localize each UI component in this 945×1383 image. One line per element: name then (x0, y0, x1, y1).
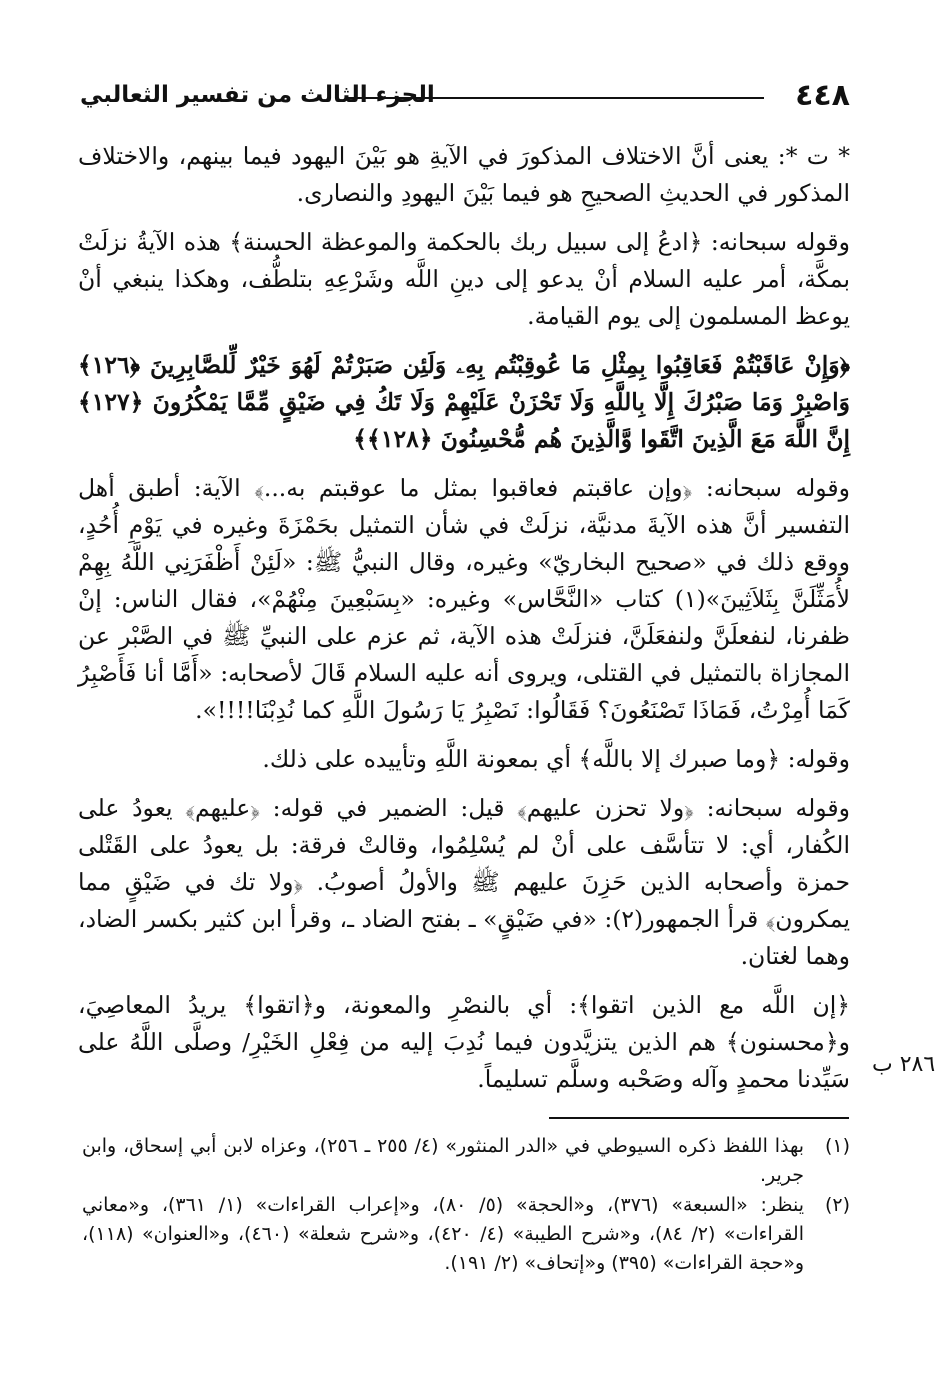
running-title: الجزء الثالث من تفسير الثعالبي (80, 82, 435, 108)
footnote (82, 1191, 850, 1278)
paragraph-patience: وقوله: ﴿وما صبرك إلا باللَّه﴾ أي بمعونة اللَّهِ وتأييده على ذلك. (262, 745, 850, 773)
paragraph-intro: * ت *: يعنى أنَّ الاختلاف المذكورَ في الآيةِ هو بَيْنَ اليهود فيما بينهم، والاختلاف المذكور في الحديثِ الصحيحِ هو فيما بَيْنَ اليهودِ والنصارى. (78, 142, 850, 207)
footnote (82, 1132, 850, 1190)
footnotes (82, 1132, 850, 1279)
footnote-number: (٢) (824, 1194, 850, 1216)
footnote-text: بهذا اللفظ ذكره السيوطي في «الدر المنثور» (٤/ ٢٥٥ ـ ٢٥٦)، وعزاه لابن أبي إسحاق، وابن جرير. (82, 1135, 804, 1186)
paragraph-grief: وقوله سبحانه: ﴿ولا تحزن عليهم﴾ قيل: الضمير في قوله: ﴿عليهم﴾ يعودُ على الكُفار، أي: لا تتأسَّف على أنْ لم يُسْلِمُوا، وقالتْ فرقة: بل يعودُ على القَتْلى حمزة وأصحابه الذين حَزِنَ عليهم ﷺ والأولُ أصوبُ. ﴿ولا تك في ضَيْقٍ مما يمكرون﴾ قرأ الجمهور(٢): «في ضَيْقٍ» ـ بفتح الضاد ـ، وقرأ ابن كثير بكسر الضاد، وهما لغتان. (78, 794, 850, 970)
paragraph-call-to-way: وقوله سبحانه: ﴿ادعُ إلى سبيل ربك بالحكمة والموعظة الحسنة﴾ هذه الآيةُ نزلَتْ بمكَّة، أمر عليه السلام أنْ يدعو إلى دينِ اللَّه وشَرْعِهِ بتلطُّف، وهكذا ينبغي أنْ يوعظ المسلمون إلى يوم القيامة. (78, 228, 850, 330)
page-number: ٤٤٨ (795, 78, 850, 113)
page-header (80, 78, 850, 122)
footnote-rule (549, 1117, 849, 1119)
manuscript-margin-note: ٢٨٦ ب (872, 1052, 936, 1077)
main-text (78, 138, 850, 1098)
paragraph-revelation: وقوله سبحانه: ﴿وإن عاقبتم فعاقبوا بمثل ما عوقبتم به...﴾ الآية: أطبق أهل التفسير أنَّ هذه الآيةَ مدنيَّة، نزلَتْ في شأن التمثيل بحَمْزَةَ وغيره في يَوْمِ أُحُدٍ، ووقع ذلك في «صحيح البخاريّ» وغيره، وقال النبيُّ ﷺ: «لَئِنْ أَظْفَرَنِي اللَّهُ بِهِمْ لأُمَثِّلَنَّ بِثَلاَثِينَ»(١) كتاب «النَّحَّاس» وغيره: «بِسَبْعِينَ مِنْهُمْ»، فقال الناس: إنْ ظفرنا، لنفعلَنَّ ولنفعَلَنَّ، فنزلَتْ هذه الآية، ثم عزم على النبيِّ ﷺ في الصَّبْر عن المجازاة بالتمثيل في القتلى، ويروى أنه عليه السلام قَالَ لأصحابه: «أَمَّا أنا فَأَصْبِرُ كَمَا أُمِرْتُ، فَمَاذَا تَصْنَعُونَ؟ فَقَالُوا: نَصْبِرُ يَا رَسُولَ اللَّهِ كما نُدِبْنَا!!!!». (78, 474, 850, 724)
paragraph-conclusion: ﴿إن اللَّه مع الذين اتقوا﴾: أي بالنصْرِ والمعونة، و﴿اتقوا﴾ يريدُ المعاصِيَ، و﴿محسنون﴾ هم الذين يتزيَّدون فيما نُدِبَ إليه من فِعْلِ الخَيْرِ/ وصلَّى اللَّهُ على سَيِّدنا محمدٍ وآله وصَحْبه وسلَّم تسليماً. (78, 991, 850, 1093)
footnote-number: (١) (824, 1135, 850, 1157)
footnote-text: ينظر: «السبعة» (٣٧٦)، و«الحجة» (٥/ ٨٠)، و«إعراب القراءات» (١/ ٣٦١)، و«معاني القراءات» (٢/ ٨٤)، و«شرح الطيبة» (٤/ ٤٢٠)، و«شرح شعلة» (٤٦٠)، و«العنوان» (١١٨)، و«حجة القراءات» (٣٩٥) و«إتحاف» (٢/ ١٩١). (82, 1194, 804, 1274)
quran-verses: ﴿وَإِنْ عَاقَبْتُمْ فَعَاقِبُوا بِمِثْلِ مَا عُوقِبْتُم بِهِۦ وَلَئِن صَبَرْتُمْ لَهُوَ خَيْرٌ لِّلصَّابِرِينَ ﴿١٢٦﴾ وَاصْبِرْ وَمَا صَبْرُكَ إِلَّا بِاللَّهِ وَلَا تَحْزَنْ عَلَيْهِمْ وَلَا تَكُ فِي ضَيْقٍ مِّمَّا يَمْكُرُونَ ﴿١٢٧﴾ إِنَّ اللَّهَ مَعَ الَّذِينَ اتَّقَوا وَّالَّذِينَ هُم مُّحْسِنُونَ ﴿١٢٨﴾﴾ (78, 351, 850, 453)
